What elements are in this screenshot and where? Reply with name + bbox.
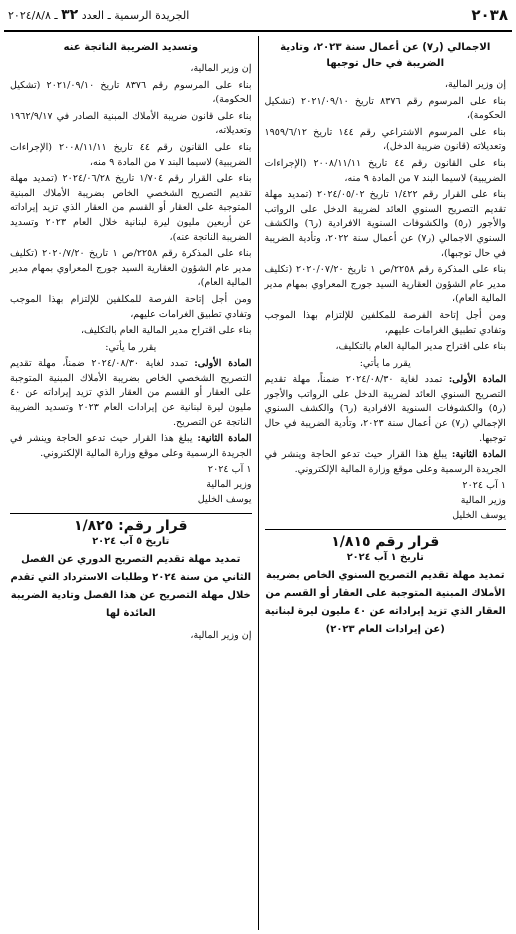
article-2-label: المادة الثانية:	[197, 433, 252, 445]
gazette-name: الجريدة الرسمية ـ العدد	[81, 9, 190, 22]
signature-name: يوسف الخليل	[197, 493, 252, 505]
paragraph: بناء على القرار رقم ١/٧٠٤ تاريخ ٢٠٢٤/٠٦/٢٨ (تمديد مهلة تقديم التصريح الشخصي الخاص بضريبة الأملاك المبنية المتوجبة على العقار أو القسم من العقار الذي تزيد إيراداته عن أربعين مليون ليرة لبنانية خلال العام ٢٠٢٣ وتسديد الضريبة الناتجة عنه)،	[10, 173, 252, 243]
left-top-title: وتسديد الضريبة الناتجة عنه	[63, 42, 199, 53]
issue-date: ـ ٢٠٢٤/٨/٨	[8, 9, 58, 22]
divider	[265, 529, 507, 530]
article-1	[10, 357, 252, 430]
divider	[10, 513, 252, 514]
article-2-label: المادة الثانية:	[451, 449, 506, 461]
article-1	[265, 373, 507, 446]
paragraph: بناء على القانون رقم ٤٤ تاريخ ٢٠٠٨/١١/١١ (الإجراءات الضريبية) لاسيما البند ٧ من المادة ٩ منه،	[264, 157, 506, 184]
page-header	[4, 0, 512, 32]
decision-number: قرار رقم: ١/٨٢٥	[73, 518, 188, 535]
paragraph: بناء على اقتراح مدير المالية العام بالتكليف،	[335, 341, 506, 353]
decision-title: تمديد مهلة تقديم التصريح السنوي الخاص بضريبة الأملاك المبنية المتوجبة على العقار أو القسم من العقار الذي تزيد إيراداته عن ٤٠ مليون ليرة لبنانية (عن إيرادات العام ٢٠٢٣)	[264, 570, 506, 636]
paragraph: ومن أجل إتاحة الفرصة للمكلفين للإلتزام بهذا الموجب وتفادي تطبيق الغرامات عليهم،	[10, 293, 252, 320]
paragraph: بناء على المرسوم الاشتراعي رقم ١٤٤ تاريخ ١٩٥٩/٦/١٢ وتعديلاته (قانون ضريبة الدخل)،	[264, 126, 506, 153]
paragraph: بناء على المذكرة رقم ٢٢٥٨/ص ١ تاريخ ٢٠٢٠/٠٧/٢٠ (تكليف مدير عام الشؤون العقارية السيد جورج المعراوي بمهام مدير المالية العام)،	[264, 264, 506, 305]
decision-date: تاريخ ٥ آب ٢٠٢٤	[92, 536, 170, 548]
paragraph: ومن أجل إتاحة الفرصة للمكلفين للإلتزام بهذا الموجب وتفادي تطبيق الغرامات عليهم،	[264, 309, 506, 336]
gazette-title	[8, 7, 189, 23]
decision-number: قرار رقم ١/٨١٥	[331, 534, 440, 551]
signature-role: وزير المالية	[206, 479, 252, 491]
paragraph: بناء على قانون ضريبة الأملاك المبنية الصادر في ١٩٦٢/٩/١٧ وتعديلاته،	[10, 110, 252, 137]
signature-block	[265, 479, 507, 523]
article-1-text: تمدد لغاية ٢٠٢٤/٠٨/٣٠ ضمناً، مهلة تقديم التصريح الشخصي الخاص بضريبة الأملاك المبنية المتوجبة على العقار أو القسم من العقار الذي تزيد إيراداته عن ٤٠ مليون ليرة لبنانية عن إيرادات العام ٢٠٢٣ وتسديد الضريبة الناتجة عن التصريح.	[10, 358, 252, 428]
page-number: ٢٠٣٨	[471, 6, 508, 24]
right-top-title: الاجمالي (ر٧) عن أعمال سنة ٢٠٢٣، وتادية الضريبة في حال توجبها	[280, 42, 491, 69]
closing-line: إن وزير المالية،	[190, 630, 252, 642]
signature-block	[10, 463, 252, 507]
decision-title: تمديد مهلة تقديم التصريح الدوري عن الفصل الثاني من سنة ٢٠٢٤ وطلبات الاسترداد التي تقدم خلال مهلة التصريح عن هذا الفصل وتادية الضريبة العائدة لها	[10, 554, 252, 620]
paragraph: بناء على القرار رقم ١/٤٢٢ تاريخ ٢٠٢٤/٠٥/٠٢ (تمديد مهلة تقديم التصريح السنوي العائد لضريبة الدخل على الرواتب والأجور (ر٥) والكشوفات السنوية الافرادية (ر٦) والكشف السنوي الاجمالي (ر٧) عن أعمال سنة ٢٠٢٢، وتأدية الضريبة في حال توجبها)،	[264, 189, 506, 259]
article-1-text: تمدد لغاية ٢٠٢٤/٠٨/٣٠ ضمناً، مهلة تقديم التصريح السنوي العائد لضريبة الدخل على الرواتب والأجور (ر٥) والكشوفات السنوية الافرادية (ر٦) والكشف السنوي الإجمالي (ر٧) عن أعمال سنة ٢٠٢٣، وتأدية الضريبة في حال توجبها.	[264, 374, 506, 444]
paragraph: بناء على المذكرة رقم ٢٢٥٨/ص ١ تاريخ ٢٠٢٠/٧/٢٠ (تكليف مدير عام الشؤون العقارية السيد جورج المعراوي بمهام مدير المالية العام)،	[10, 248, 252, 289]
paragraph: بناء على اقتراح مدير المالية العام بالتكليف،	[80, 325, 252, 337]
issue-number: ٣٢	[61, 7, 79, 23]
article-2-text: يبلغ هذا القرار حيث تدعو الحاجة وينشر في الجريدة الرسمية وعلى موقع وزارة المالية الإلكتروني.	[10, 433, 252, 459]
paragraph: إن وزير المالية،	[444, 79, 506, 90]
decides-line: يقرر ما يأتي:	[105, 341, 157, 353]
paragraph: بناء على المرسوم رقم ٨٣٧٦ تاريخ ٢٠٢١/٠٩/١٠ (تشكيل الحكومة)،	[264, 95, 506, 122]
article-2-text: يبلغ هذا القرار حيث تدعو الحاجة وينشر في الجريدة الرسمية وعلى موقع وزارة المالية الإلكتروني.	[264, 449, 506, 475]
article-2	[265, 448, 507, 477]
decision-date: تاريخ ١ آب ٢٠٢٤	[346, 552, 424, 564]
decides-line: يقرر ما يأتي:	[359, 357, 411, 369]
signature-date: ١ آب ٢٠٢٤	[462, 480, 506, 492]
left-column	[4, 36, 258, 930]
signature-name: يوسف الخليل	[452, 509, 506, 521]
article-1-label: المادة الأولى:	[448, 374, 506, 386]
columns	[4, 36, 512, 930]
signature-date: ١ آب ٢٠٢٤	[207, 464, 252, 476]
paragraph: بناء على القانون رقم ٤٤ تاريخ ٢٠٠٨/١١/١١ (الإجراءات الضريبية) لاسيما البند ٧ من المادة ٩ منه،	[10, 141, 252, 168]
right-column	[258, 36, 513, 930]
article-2	[10, 432, 252, 461]
article-1-label: المادة الأولى:	[194, 358, 252, 370]
signature-role: وزير المالية	[460, 495, 506, 507]
paragraph: إن وزير المالية،	[190, 63, 252, 74]
paragraph: بناء على المرسوم رقم ٨٣٧٦ تاريخ ٢٠٢١/٠٩/١٠ (تشكيل الحكومة)،	[10, 79, 252, 106]
